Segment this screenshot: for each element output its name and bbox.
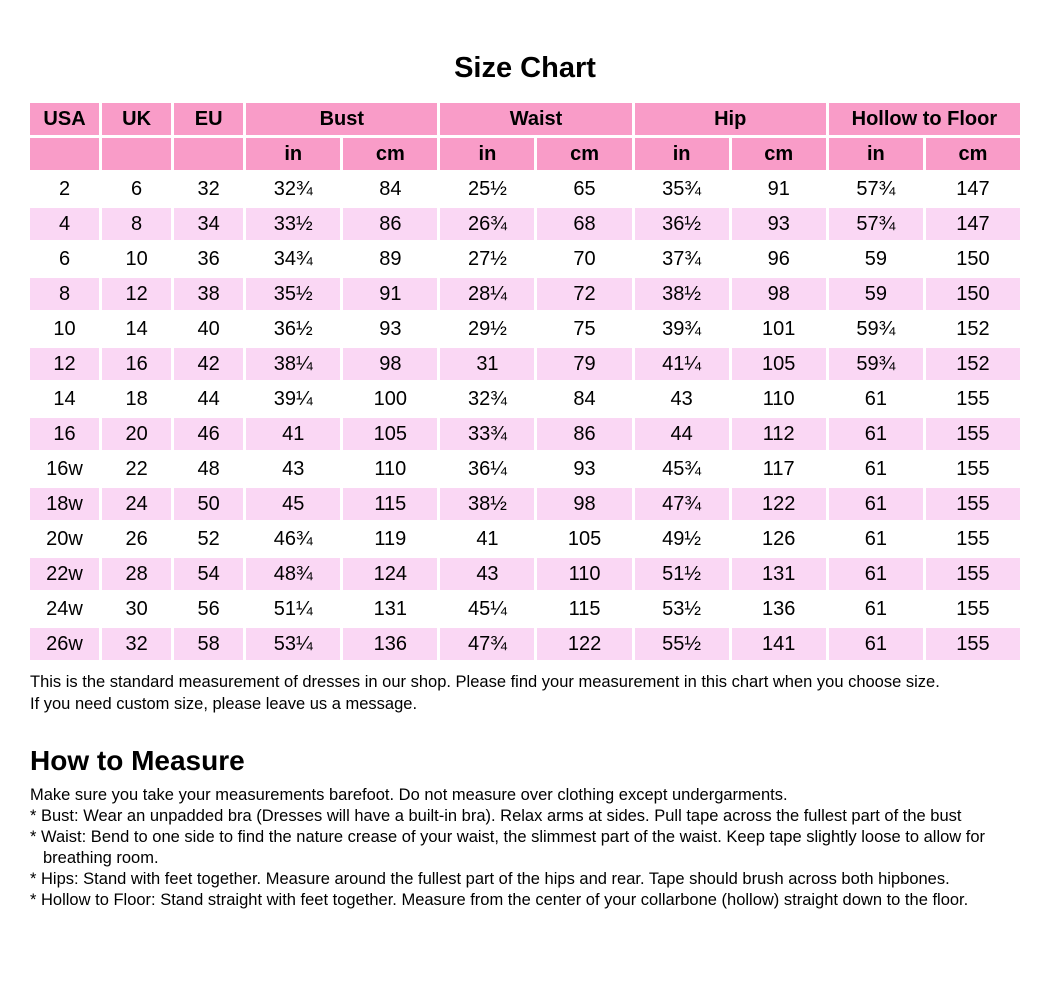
table-cell: 119 — [343, 523, 437, 555]
table-cell: 32¾ — [246, 173, 340, 205]
table-row — [30, 173, 1020, 205]
table-cell: 25½ — [440, 173, 534, 205]
table-cell: 33¾ — [440, 418, 534, 450]
table-cell: 96 — [732, 243, 826, 275]
table-cell: 2 — [30, 173, 99, 205]
table-cell: 46 — [174, 418, 243, 450]
table-header-row-groups — [30, 103, 1020, 135]
header-hip: Hip — [635, 103, 826, 135]
table-cell: 41 — [246, 418, 340, 450]
table-row — [30, 453, 1020, 485]
table-cell: 43 — [635, 383, 729, 415]
table-cell: 22 — [102, 453, 171, 485]
table-cell: 53¼ — [246, 628, 340, 660]
table-cell: 16 — [102, 348, 171, 380]
table-cell: 45 — [246, 488, 340, 520]
table-cell: 45¾ — [635, 453, 729, 485]
header-hollow-to-floor: Hollow to Floor — [829, 103, 1020, 135]
table-cell: 35½ — [246, 278, 340, 310]
size-notes — [30, 671, 1050, 715]
table-cell: 93 — [537, 453, 631, 485]
header-bust: Bust — [246, 103, 437, 135]
table-cell: 8 — [30, 278, 99, 310]
table-cell: 26¾ — [440, 208, 534, 240]
header-unit-hip-in: in — [635, 138, 729, 170]
table-row — [30, 628, 1020, 660]
table-cell: 122 — [537, 628, 631, 660]
table-cell: 36 — [174, 243, 243, 275]
table-cell: 14 — [30, 383, 99, 415]
table-cell: 45¼ — [440, 593, 534, 625]
table-cell: 16 — [30, 418, 99, 450]
table-row — [30, 593, 1020, 625]
table-cell: 41¼ — [635, 348, 729, 380]
table-row — [30, 278, 1020, 310]
table-cell: 91 — [343, 278, 437, 310]
table-cell: 51¼ — [246, 593, 340, 625]
table-cell: 26 — [102, 523, 171, 555]
table-cell: 38½ — [635, 278, 729, 310]
table-cell: 110 — [343, 453, 437, 485]
table-cell: 122 — [732, 488, 826, 520]
table-row — [30, 488, 1020, 520]
table-cell: 32¾ — [440, 383, 534, 415]
measure-note: * Waist: Bend to one side to find the nature crease of your waist, the slimmest part of the waist. Keep tape slightly loose to allow for breathing room. — [30, 828, 986, 867]
table-cell: 18w — [30, 488, 99, 520]
table-cell: 86 — [537, 418, 631, 450]
table-cell: 65 — [537, 173, 631, 205]
table-cell: 124 — [343, 558, 437, 590]
table-cell: 51½ — [635, 558, 729, 590]
table-row — [30, 383, 1020, 415]
table-cell: 38 — [174, 278, 243, 310]
header-unit-hollow-in: in — [829, 138, 923, 170]
table-cell: 58 — [174, 628, 243, 660]
table-cell: 10 — [30, 313, 99, 345]
measure-note: * Hips: Stand with feet together. Measure around the fullest part of the hips and rear. Tape should brush across both hipbones. — [30, 870, 950, 888]
header-unit-bust-in: in — [246, 138, 340, 170]
table-cell: 54 — [174, 558, 243, 590]
table-cell: 70 — [537, 243, 631, 275]
table-cell: 42 — [174, 348, 243, 380]
table-cell: 155 — [926, 418, 1020, 450]
table-cell: 36½ — [246, 313, 340, 345]
table-cell: 150 — [926, 278, 1020, 310]
table-cell: 18 — [102, 383, 171, 415]
table-cell: 59 — [829, 243, 923, 275]
table-cell: 6 — [30, 243, 99, 275]
table-cell: 105 — [343, 418, 437, 450]
table-row — [30, 418, 1020, 450]
table-cell: 61 — [829, 558, 923, 590]
table-cell: 131 — [732, 558, 826, 590]
table-cell: 50 — [174, 488, 243, 520]
table-cell: 57¾ — [829, 173, 923, 205]
table-cell: 59¾ — [829, 348, 923, 380]
table-cell: 24 — [102, 488, 171, 520]
header-unit-hip-cm: cm — [732, 138, 826, 170]
table-cell: 147 — [926, 173, 1020, 205]
table-cell: 98 — [732, 278, 826, 310]
table-cell: 28 — [102, 558, 171, 590]
table-cell: 34¾ — [246, 243, 340, 275]
size-note-line2: If you need custom size, please leave us a message. — [30, 695, 418, 713]
header-unit-waist-cm: cm — [537, 138, 631, 170]
table-cell: 34 — [174, 208, 243, 240]
table-cell: 141 — [732, 628, 826, 660]
table-cell: 14 — [102, 313, 171, 345]
table-cell: 112 — [732, 418, 826, 450]
table-row — [30, 523, 1020, 555]
header-spacer — [102, 138, 171, 170]
header-eu: EU — [174, 103, 243, 135]
table-cell: 61 — [829, 488, 923, 520]
header-unit-hollow-cm: cm — [926, 138, 1020, 170]
table-cell: 152 — [926, 348, 1020, 380]
table-cell: 126 — [732, 523, 826, 555]
table-row — [30, 348, 1020, 380]
table-row — [30, 243, 1020, 275]
table-cell: 93 — [732, 208, 826, 240]
table-cell: 48¾ — [246, 558, 340, 590]
size-note-line1: This is the standard measurement of dresses in our shop. Please find your measurement in this chart when you choose size. — [30, 673, 940, 691]
table-cell: 40 — [174, 313, 243, 345]
table-cell: 155 — [926, 558, 1020, 590]
table-cell: 152 — [926, 313, 1020, 345]
table-cell: 26w — [30, 628, 99, 660]
table-cell: 61 — [829, 453, 923, 485]
table-cell: 61 — [829, 628, 923, 660]
table-cell: 136 — [343, 628, 437, 660]
table-cell: 98 — [343, 348, 437, 380]
table-cell: 61 — [829, 383, 923, 415]
table-cell: 31 — [440, 348, 534, 380]
header-unit-waist-in: in — [440, 138, 534, 170]
table-cell: 57¾ — [829, 208, 923, 240]
table-cell: 35¾ — [635, 173, 729, 205]
table-header-row-units — [30, 138, 1020, 170]
table-cell: 8 — [102, 208, 171, 240]
table-cell: 33½ — [246, 208, 340, 240]
table-cell: 41 — [440, 523, 534, 555]
table-cell: 59 — [829, 278, 923, 310]
table-cell: 22w — [30, 558, 99, 590]
table-row — [30, 313, 1020, 345]
table-cell: 79 — [537, 348, 631, 380]
table-cell: 10 — [102, 243, 171, 275]
table-cell: 32 — [102, 628, 171, 660]
table-cell: 91 — [732, 173, 826, 205]
table-cell: 53½ — [635, 593, 729, 625]
table-row — [30, 208, 1020, 240]
table-cell: 110 — [732, 383, 826, 415]
table-cell: 86 — [343, 208, 437, 240]
table-cell: 61 — [829, 523, 923, 555]
table-cell: 155 — [926, 488, 1020, 520]
header-unit-bust-cm: cm — [343, 138, 437, 170]
table-cell: 36¼ — [440, 453, 534, 485]
table-cell: 105 — [732, 348, 826, 380]
table-cell: 16w — [30, 453, 99, 485]
table-cell: 155 — [926, 453, 1020, 485]
table-cell: 43 — [246, 453, 340, 485]
table-cell: 117 — [732, 453, 826, 485]
table-row — [30, 558, 1020, 590]
table-cell: 30 — [102, 593, 171, 625]
table-cell: 48 — [174, 453, 243, 485]
table-cell: 6 — [102, 173, 171, 205]
table-cell: 84 — [537, 383, 631, 415]
table-cell: 52 — [174, 523, 243, 555]
table-cell: 89 — [343, 243, 437, 275]
table-cell: 32 — [174, 173, 243, 205]
table-cell: 44 — [174, 383, 243, 415]
table-cell: 56 — [174, 593, 243, 625]
table-cell: 12 — [102, 278, 171, 310]
header-spacer — [174, 138, 243, 170]
table-cell: 110 — [537, 558, 631, 590]
table-cell: 155 — [926, 383, 1020, 415]
table-cell: 28¼ — [440, 278, 534, 310]
table-cell: 46¾ — [246, 523, 340, 555]
table-cell: 59¾ — [829, 313, 923, 345]
header-uk: UK — [102, 103, 171, 135]
header-usa: USA — [30, 103, 99, 135]
table-cell: 12 — [30, 348, 99, 380]
table-cell: 36½ — [635, 208, 729, 240]
table-cell: 27½ — [440, 243, 534, 275]
how-to-measure-notes — [30, 785, 1018, 911]
table-cell: 155 — [926, 593, 1020, 625]
measure-note: * Hollow to Floor: Stand straight with feet together. Measure from the center of your collarbone (hollow) straight down to the floor. — [30, 891, 969, 909]
table-cell: 131 — [343, 593, 437, 625]
table-cell: 115 — [343, 488, 437, 520]
table-cell: 115 — [537, 593, 631, 625]
table-cell: 100 — [343, 383, 437, 415]
table-cell: 37¾ — [635, 243, 729, 275]
size-chart-table — [27, 100, 1023, 663]
measure-note: Make sure you take your measurements barefoot. Do not measure over clothing except undergarments. — [30, 786, 788, 804]
table-cell: 75 — [537, 313, 631, 345]
page-title: Size Chart — [454, 52, 596, 84]
table-cell: 68 — [537, 208, 631, 240]
table-cell: 55½ — [635, 628, 729, 660]
table-cell: 61 — [829, 418, 923, 450]
table-cell: 105 — [537, 523, 631, 555]
table-cell: 136 — [732, 593, 826, 625]
table-cell: 4 — [30, 208, 99, 240]
how-to-measure-heading: How to Measure — [30, 745, 245, 776]
table-cell: 20 — [102, 418, 171, 450]
table-cell: 39¾ — [635, 313, 729, 345]
table-cell: 61 — [829, 593, 923, 625]
table-cell: 150 — [926, 243, 1020, 275]
table-cell: 39¼ — [246, 383, 340, 415]
table-cell: 47¾ — [635, 488, 729, 520]
table-cell: 155 — [926, 628, 1020, 660]
table-cell: 93 — [343, 313, 437, 345]
table-cell: 38½ — [440, 488, 534, 520]
table-cell: 24w — [30, 593, 99, 625]
header-waist: Waist — [440, 103, 631, 135]
table-cell: 147 — [926, 208, 1020, 240]
table-cell: 84 — [343, 173, 437, 205]
table-cell: 72 — [537, 278, 631, 310]
table-cell: 155 — [926, 523, 1020, 555]
measure-note: * Bust: Wear an unpadded bra (Dresses will have a built-in bra). Relax arms at sides. Pull tape across the fullest part of the bust — [30, 807, 962, 825]
table-cell: 44 — [635, 418, 729, 450]
table-cell: 43 — [440, 558, 534, 590]
table-cell: 49½ — [635, 523, 729, 555]
table-cell: 101 — [732, 313, 826, 345]
table-cell: 38¼ — [246, 348, 340, 380]
table-cell: 47¾ — [440, 628, 534, 660]
table-cell: 29½ — [440, 313, 534, 345]
table-cell: 98 — [537, 488, 631, 520]
table-cell: 20w — [30, 523, 99, 555]
header-spacer — [30, 138, 99, 170]
